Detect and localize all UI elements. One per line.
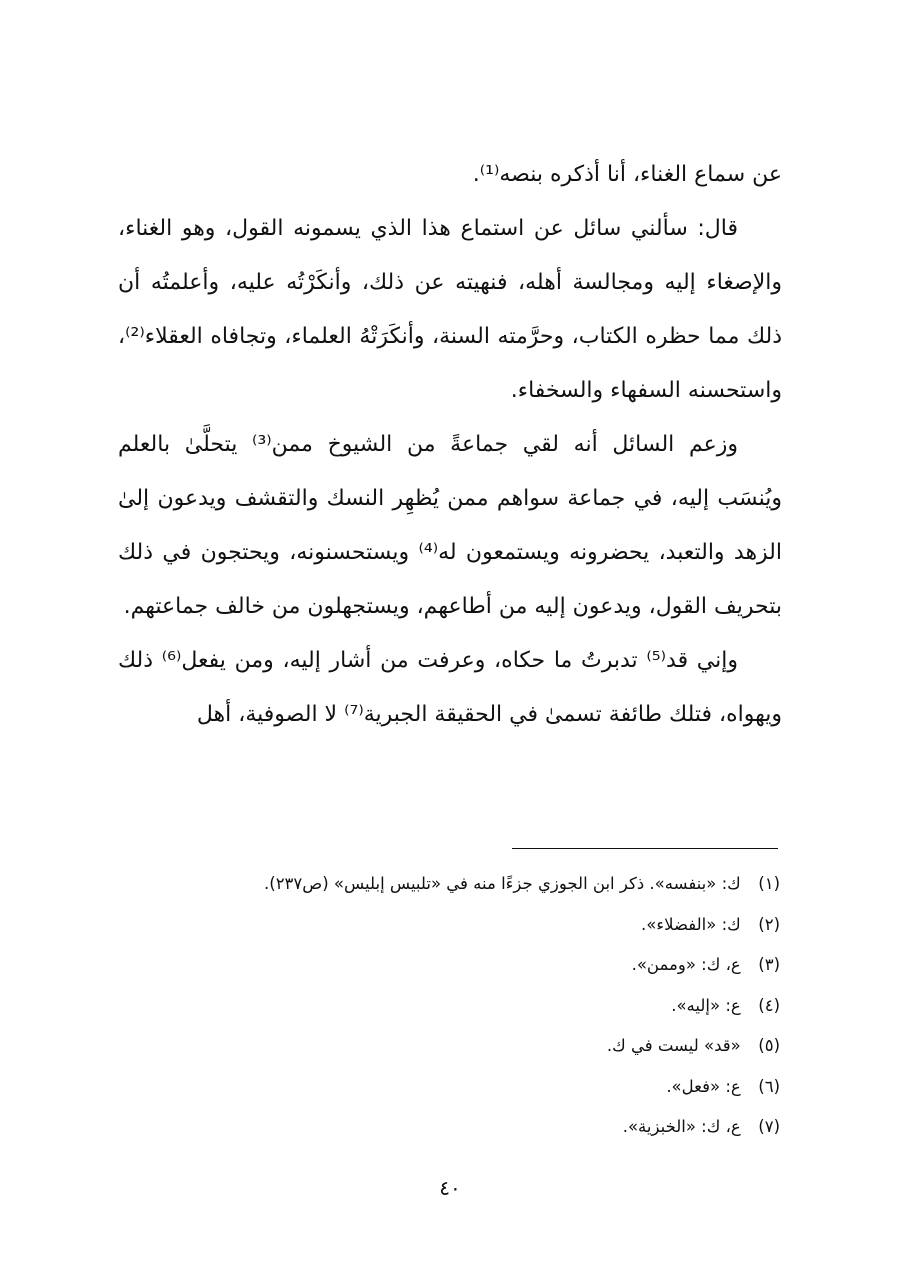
footnote-text: ك: «بنفسه». ذكر ابن الجوزي جزءًا منه في «تلبيس إبليس» (ص٢٣٧).: [264, 874, 741, 893]
footnote-4: [118, 986, 780, 1027]
footnote-number: (٢): [758, 914, 780, 934]
paragraph-4: وإني قد⁽⁵⁾ تدبرتُ ما حكاه، وعرفت من أشار إليه، ومن يفعل⁽⁶⁾ ذلك ويهواه، فتلك طائفة تسمىٰ في الحقيقة الجبرية⁽⁷⁾ لا الصوفية، أهل: [118, 648, 782, 727]
paragraph-2: قال: سألني سائل عن استماع هذا الذي يسمونه القول، وهو الغناء، والإصغاء إليه ومجالسة أهله، فنهيته عن ذلك، وأنكَرْتُه عليه، وأعلمتُه أن ذلك مما حظره الكتاب، وحرَّمته السنة، وأنكَرَتْهُ العلماء، وتجافاه العقلاء⁽²⁾، واستحسنه السفهاء والسخفاء.: [118, 216, 782, 403]
footnote-number: (٧): [758, 1117, 780, 1136]
footnote-1: [118, 864, 780, 905]
footnote-3: [118, 945, 780, 986]
footnote-text: ع، ك: «الخبزية».: [622, 1117, 741, 1136]
main-text: [118, 148, 782, 742]
footnote-7: [118, 1107, 780, 1148]
footnote-text: ك: «الفضلاء».: [641, 914, 741, 934]
footnote-5: [118, 1026, 780, 1067]
page-number: ٤٠: [439, 1176, 461, 1200]
footnote-number: (١): [758, 874, 780, 893]
footnote-divider: [512, 848, 778, 849]
paragraph-1: عن سماع الغناء، أنا أذكره بنصه⁽¹⁾.: [472, 162, 782, 187]
footnote-text: ع: «فعل».: [666, 1076, 741, 1096]
paragraph-3: وزعم السائل أنه لقي جماعةً من الشيوخ ممن⁽³⁾ يتحلَّىٰ بالعلم ويُنسَب إليه، في جماعة سواهم ممن يُظهِر النسك والتقشف ويدعون إلىٰ الزهد والتعبد، يحضرونه ويستمعون له⁽⁴⁾ ويستحسنونه، ويحتجون في ذلك بتحريف القول، ويدعون إليه من أطاعهم، ويستجهلون من خالف جماعتهم.: [118, 432, 782, 619]
footnote-2: [118, 905, 780, 946]
footnotes: [118, 864, 780, 1148]
footnote-number: (٦): [758, 1076, 780, 1096]
footnote-number: (٣): [758, 955, 780, 974]
footnote-text: ع: «إليه».: [671, 995, 741, 1015]
footnote-number: (٥): [758, 1036, 780, 1055]
footnote-6: [118, 1067, 780, 1108]
footnote-number: (٤): [758, 995, 780, 1015]
footnote-text: «قد» ليست في ك.: [606, 1036, 741, 1055]
footnote-text: ع، ك: «وممن».: [631, 955, 741, 974]
